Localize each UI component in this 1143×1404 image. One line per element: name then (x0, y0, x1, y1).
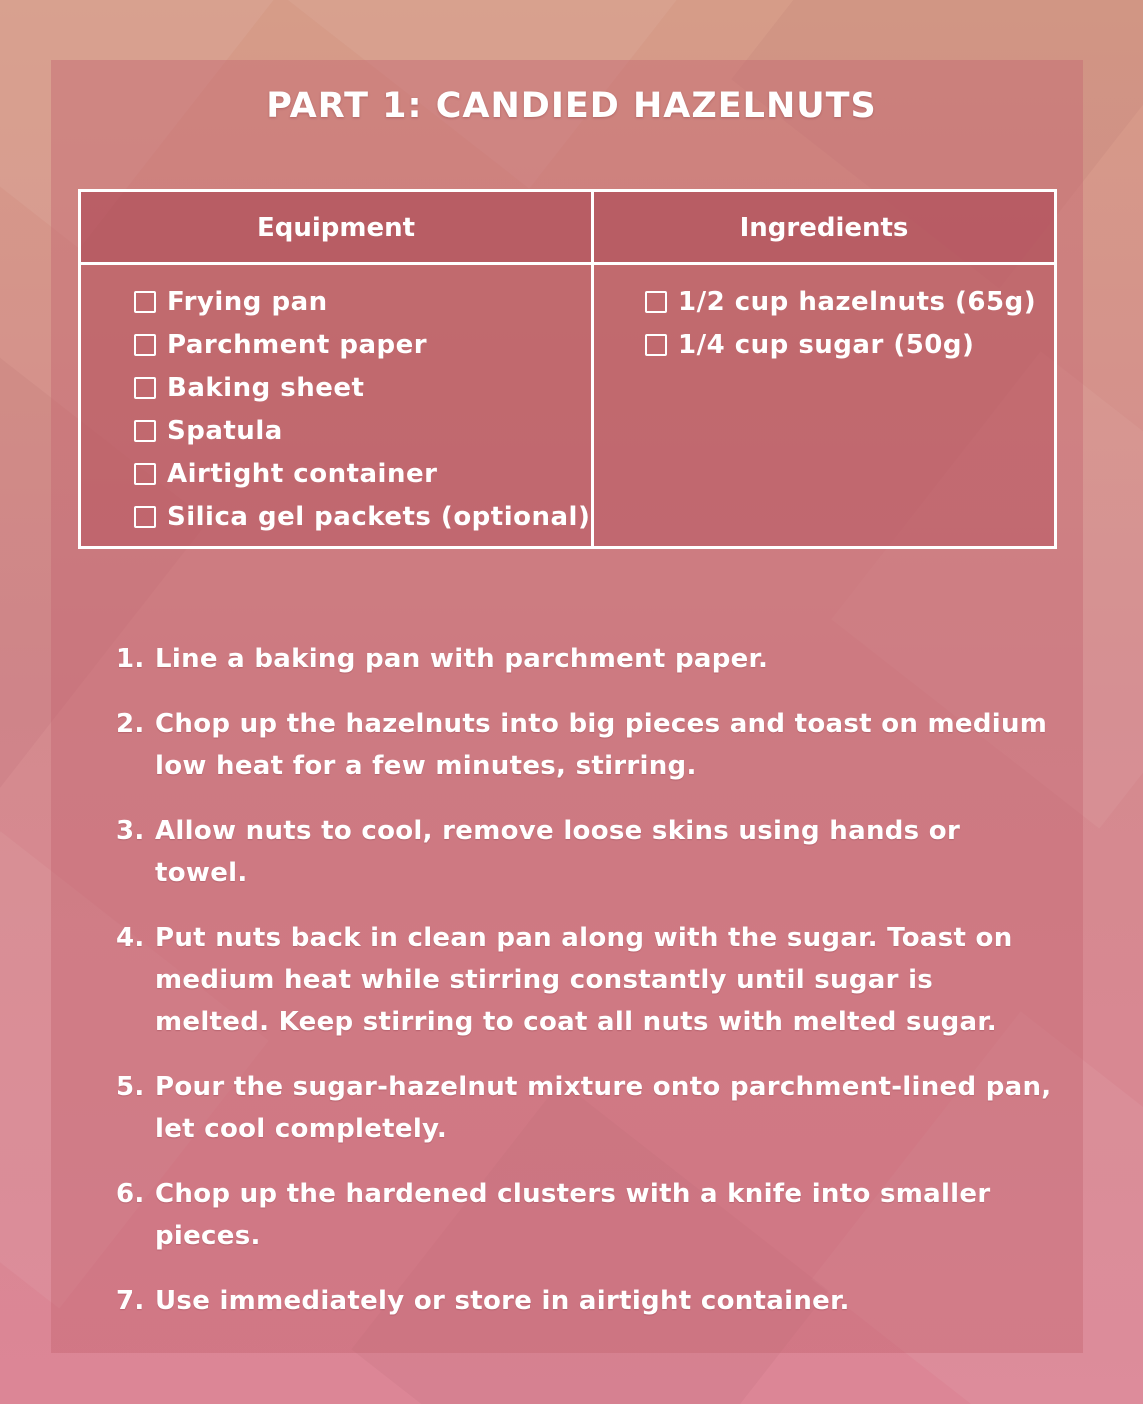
step-number: 5. (116, 1072, 145, 1102)
step-text: Pour the sugar-hazelnut mixture onto parchment-lined pan, let cool completely. (155, 1072, 1052, 1144)
step-number: 2. (116, 709, 145, 739)
ingredients-list (645, 280, 1036, 366)
equipment-item[interactable] (134, 495, 590, 538)
equipment-item[interactable] (134, 323, 590, 366)
ingredient-item[interactable] (645, 280, 1036, 323)
ingredient-item[interactable] (645, 323, 1036, 366)
equipment-item[interactable] (134, 366, 590, 409)
checkbox-icon[interactable] (134, 334, 156, 356)
page-title: PART 1: CANDIED HAZELNUTS (266, 86, 877, 126)
instruction-step (116, 1280, 1056, 1322)
step-text: Put nuts back in clean pan along with the sugar. Toast on medium heat while stirring constantly until sugar is melted. Keep stirring to coat all nuts with melted sugar. (155, 923, 1013, 1037)
ingredient-item-label: 1/4 cup sugar (50g) (678, 329, 975, 360)
step-text: Chop up the hazelnuts into big pieces and toast on medium low heat for a few minutes, stirring. (155, 709, 1048, 781)
checkbox-icon[interactable] (134, 420, 156, 442)
table-header-divider (81, 262, 1054, 265)
ingredients-header: Ingredients (594, 192, 1054, 262)
equipment-item-label: Silica gel packets (optional) (167, 501, 591, 532)
equipment-item[interactable] (134, 409, 590, 452)
step-text: Chop up the hardened clusters with a knife into smaller pieces. (155, 1179, 991, 1251)
step-number: 4. (116, 923, 145, 953)
step-number: 7. (116, 1286, 145, 1316)
checkbox-icon[interactable] (134, 463, 156, 485)
instruction-step (116, 703, 1056, 787)
equipment-item[interactable] (134, 280, 590, 323)
instruction-step (116, 1066, 1056, 1150)
checkbox-icon[interactable] (645, 334, 667, 356)
equipment-header: Equipment (81, 192, 591, 262)
step-text: Allow nuts to cool, remove loose skins using hands or towel. (155, 816, 961, 888)
step-number: 3. (116, 816, 145, 846)
instruction-step (116, 917, 1056, 1043)
ingredient-item-label: 1/2 cup hazelnuts (65g) (678, 286, 1037, 317)
instruction-step (116, 638, 1056, 680)
step-text: Use immediately or store in airtight container. (155, 1286, 850, 1316)
checkbox-icon[interactable] (134, 291, 156, 313)
instructions-list (116, 638, 1056, 1345)
equipment-ingredients-table (78, 189, 1057, 549)
equipment-item-label: Spatula (167, 415, 283, 446)
equipment-item[interactable] (134, 452, 590, 495)
table-column-divider (591, 192, 594, 546)
step-number: 6. (116, 1179, 145, 1209)
equipment-list (134, 280, 590, 538)
equipment-item-label: Parchment paper (167, 329, 428, 360)
checkbox-icon[interactable] (645, 291, 667, 313)
checkbox-icon[interactable] (134, 377, 156, 399)
instruction-step (116, 1173, 1056, 1257)
instruction-step (116, 810, 1056, 894)
equipment-item-label: Baking sheet (167, 372, 365, 403)
step-text: Line a baking pan with parchment paper. (155, 644, 769, 674)
equipment-item-label: Frying pan (167, 286, 328, 317)
equipment-item-label: Airtight container (167, 458, 438, 489)
step-number: 1. (116, 644, 145, 674)
checkbox-icon[interactable] (134, 506, 156, 528)
